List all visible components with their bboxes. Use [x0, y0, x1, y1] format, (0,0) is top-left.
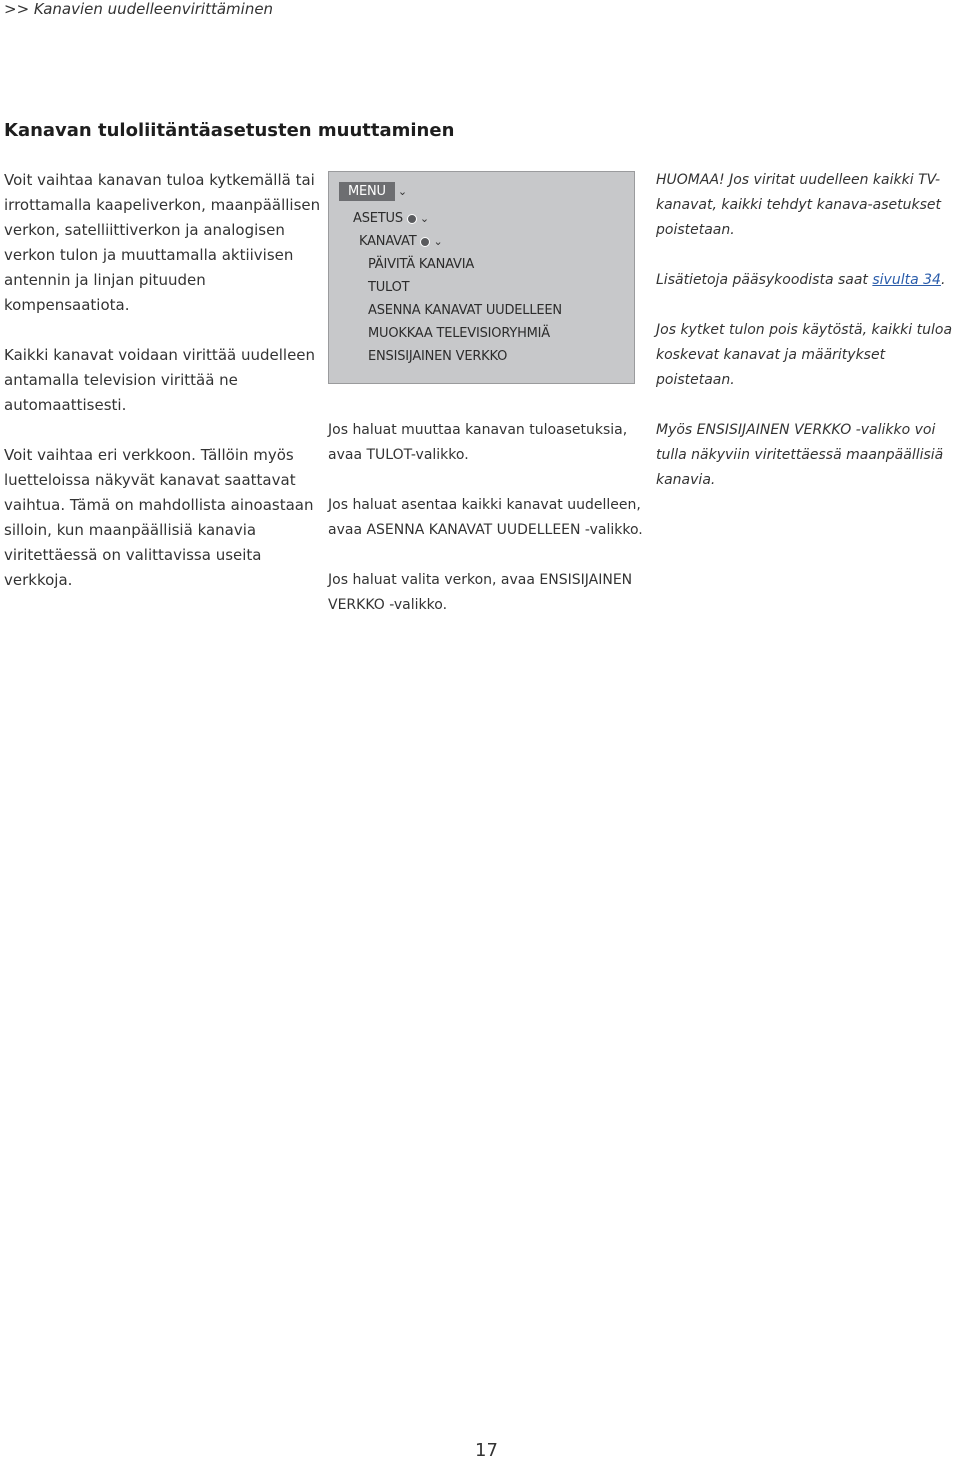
intro-column — [4, 168, 322, 618]
instructions-column — [328, 418, 648, 643]
instruction-verkko: Jos haluat valita verkon, avaa ENSISIJAINEN VERKKO -valikko. — [328, 572, 633, 613]
page-number: 17 — [475, 1440, 498, 1461]
menu-item-kanavat: KANAVAT — [359, 234, 417, 249]
menu-item-asetus: ASETUS — [353, 211, 403, 226]
instruction-asenna: Jos haluat asentaa kaikki kanavat uudelleen, avaa ASENNA KANAVAT UUDELLEEN -valikko. — [328, 497, 643, 538]
paragraph-network: Voit vaihtaa eri verkkoon. Tällöin myös luetteloissa näkyvät kanavat saattavat vaihtua. Tämä on mahdollista ainoastaan silloin, kun maanpäällisiä kanavia viritettäessä on valittavissa useita verkkoja. — [4, 446, 314, 589]
menu-item-ensisijainen-verkko: ENSISIJAINEN VERKKO — [368, 349, 508, 364]
note-access-code-suffix: . — [940, 272, 946, 288]
menu-row-asetus — [353, 210, 429, 228]
menu-row — [339, 182, 407, 201]
chevron-down-icon: ⌄ — [433, 234, 443, 248]
notes-column — [656, 168, 960, 518]
paragraph-inputs: Voit vaihtaa kanavan tuloa kytkemällä tai irrottamalla kaapeliverkon, maanpäällisen verkon, satelliittiverkon ja analogisen verkon tulon ja muuttamalla aktiivisen antennin ja linjan pituuden kompensaatiota. — [4, 171, 321, 314]
note-access-code — [656, 268, 960, 293]
section-title: Kanavan tuloliitäntäasetusten muuttaminen — [4, 120, 455, 141]
chevron-down-icon: ⌄ — [397, 184, 407, 198]
chevron-down-icon: ⌄ — [419, 211, 429, 225]
menu-item-muokkaa-ryhmia: MUOKKAA TELEVISIORYHMIÄ — [368, 326, 550, 341]
paragraph-retune: Kaikki kanavat voidaan virittää uudelleen antamalla television virittää ne automaattisesti. — [4, 346, 316, 414]
menu-item-asenna-kanavat: ASENNA KANAVAT UUDELLEEN — [368, 303, 562, 318]
menu-item-paivita-kanavia: PÄIVITÄ KANAVIA — [368, 257, 475, 272]
note-disable-input: Jos kytket tulon pois käytöstä, kaikki tuloa koskevat kanavat ja määritykset poistetaan. — [656, 322, 953, 388]
page-link[interactable]: sivulta 34 — [872, 272, 941, 288]
note-access-code-prefix: Lisätietoja pääsykoodista saat — [656, 272, 873, 288]
menu-diagram — [328, 171, 635, 384]
select-dot-icon — [420, 237, 430, 247]
menu-item-tulot: TULOT — [368, 280, 410, 295]
note-huomaa: HUOMAA! Jos viritat uudelleen kaikki TV-kanavat, kaikki tehdyt kanava-asetukset poistetaan. — [656, 172, 942, 238]
instruction-tulot: Jos haluat muuttaa kanavan tuloasetuksia, avaa TULOT-valikko. — [328, 422, 628, 463]
note-network-menu: Myös ENSISIJAINEN VERKKO -valikko voi tulla näkyviin viritettäessä maanpäällisiä kanavia. — [656, 422, 944, 488]
breadcrumb: >> Kanavien uudelleenvirittäminen — [4, 0, 274, 18]
menu-label: MENU — [339, 182, 395, 201]
select-dot-icon — [407, 214, 417, 224]
menu-row-kanavat — [359, 233, 443, 251]
